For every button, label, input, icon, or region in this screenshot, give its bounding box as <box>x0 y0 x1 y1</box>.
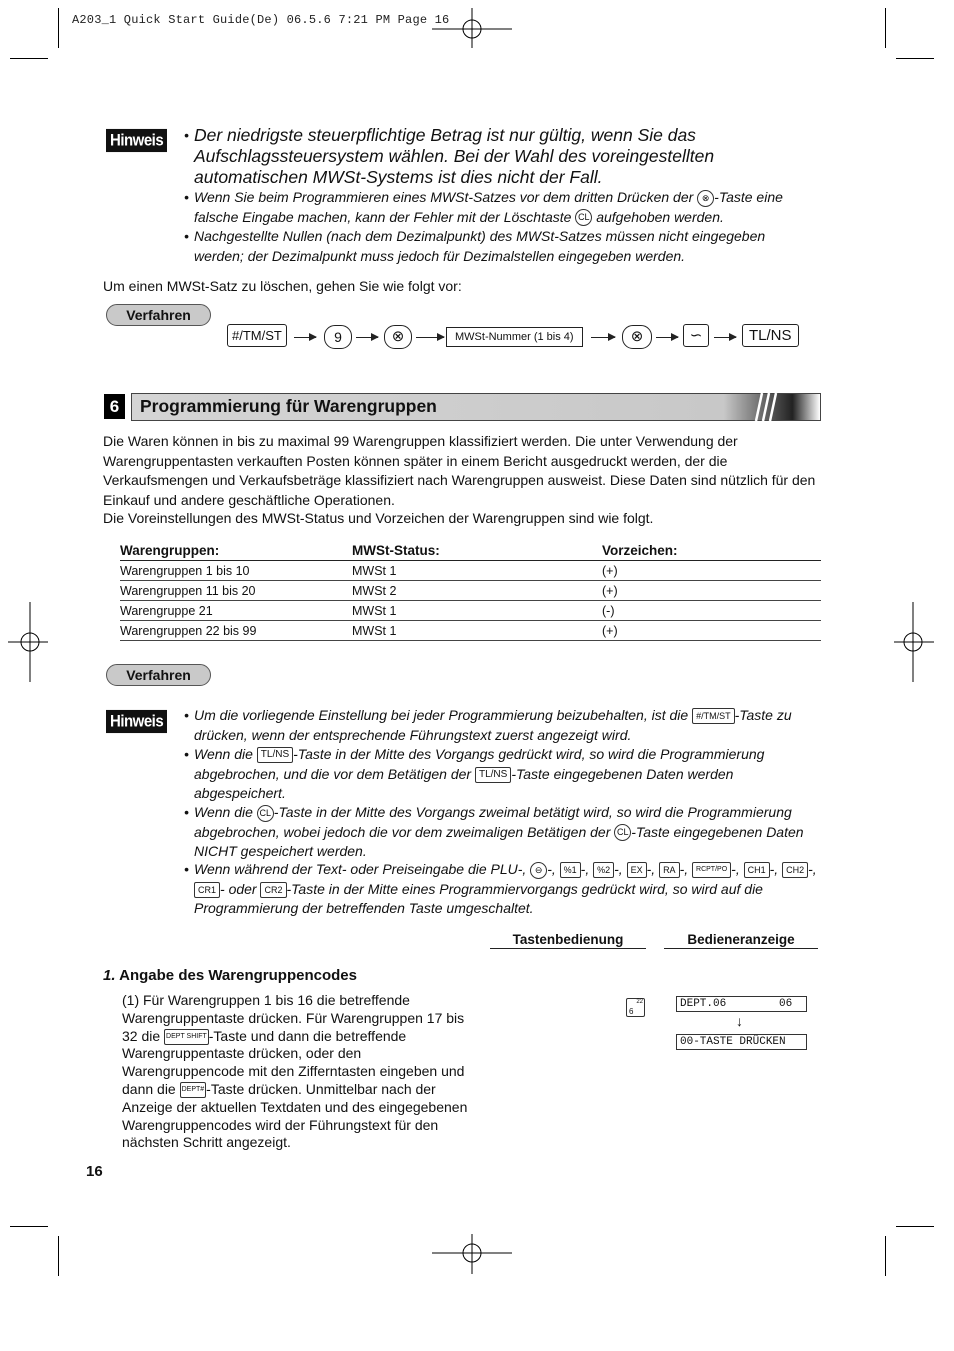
note2-bullet2: • Wenn die TL/NS -Taste in der Mitte des Vorgangs gedrückt wird, so wird die Programmierung abgebrochen, und die vor dem Betätigen der TL/NS -Taste eingegebenen Daten werden abgespeichert. <box>184 746 765 801</box>
crop-mark <box>58 1236 59 1276</box>
arrow <box>714 337 736 338</box>
times-key: ⊗ <box>622 325 652 349</box>
dept-key-sub: 22 <box>636 999 643 1005</box>
table-cell: Warengruppen 11 bis 20 <box>120 581 352 601</box>
section-intro2: Die Voreinstellungen des MWSt-Status und Vorzeichen der Warengruppen sind wie folgt. <box>103 510 654 526</box>
note2-b4-post: -Taste in der Mitte eines Programmiervorgangs gedrückt wird, so wird auf die Programmierung der betreffenden Taste umgeschaltet. <box>194 880 763 916</box>
times-key-wrap <box>384 325 412 349</box>
note1-bullet3: • Nachgestellte Nullen (nach dem Dezimalpunkt) des MWSt-Satzes müssen nicht eingegeben werden; der Dezimalpunkt muss jedoch für Dezimalstellen eingegeben werden. <box>184 227 804 266</box>
dept-key-icon: DEPT# <box>180 1082 207 1098</box>
col-header-display: Bedieneranzeige <box>664 932 818 949</box>
arrow <box>416 337 444 338</box>
procedure-label-2: Verfahren <box>106 664 211 686</box>
crop-mark <box>885 8 886 48</box>
step1-text <box>122 992 479 1152</box>
note2-b4-pre: Wenn während der Text- oder Preiseingabe die PLU-, <box>194 861 527 877</box>
step1-p3: -Taste drücken. Unmittelbar nach der Anzeige der aktuellen Textdaten und des eingegebenen Warengruppencodes wird der Führungstext für den nächsten Schritt angezeigt. <box>122 1080 468 1151</box>
crop-mark <box>58 8 59 48</box>
tmst-key-icon: #/TM/ST <box>692 708 735 724</box>
crop-mark <box>10 58 48 59</box>
cl-key-icon: CL <box>614 824 631 841</box>
table-row <box>120 601 821 621</box>
cr1-key-icon: CR1 <box>194 882 220 898</box>
cr2-key-icon: CR2 <box>260 882 286 898</box>
table-header: Warengruppen: <box>120 543 352 561</box>
dept-key-main: 6 <box>629 1007 634 1016</box>
page-number: 16 <box>86 1163 103 1180</box>
note2-b4-oder: - oder <box>220 880 257 897</box>
note1-b2-pre: Wenn Sie beim Programmieren eines MWSt-Satzes vor dem dritten Drücken der <box>194 189 694 205</box>
display-line2: 00-TASTE DRÜCKEN <box>676 1034 807 1050</box>
ra-key-icon: RA <box>659 862 680 878</box>
times-key-wrap2 <box>622 325 652 349</box>
step-title: Angabe des Warengruppencodes <box>119 967 357 984</box>
step-number: 1. <box>103 967 116 984</box>
table-cell: (+) <box>602 621 821 641</box>
procedure-label: Verfahren <box>106 304 211 326</box>
note2-b2-pre: Wenn die <box>194 746 253 762</box>
table-cell: MWSt 2 <box>352 581 602 601</box>
tlns-key-icon: TL/NS <box>475 767 511 783</box>
note2-b1-post: -Taste zu drücken, wenn der entsprechende Führungstext zuerst angezeigt wird. <box>194 707 792 743</box>
table-header: MWSt-Status: <box>352 543 602 561</box>
times-key: ⊗ <box>384 325 412 349</box>
note2-b2-mid: -Taste in der Mitte des Vorgangs gedrückt wird, so wird die Programmierung abgebrochen, und die vor dem Betätigen der <box>194 746 765 782</box>
dept-key-6 <box>626 998 645 1017</box>
note2-bullet3: • Wenn die CL -Taste in der Mitte des Vorgangs zweimal betätigt wird, so wird die Programmierung abgebrochen, wobei jedoch die vor dem zweimaligen Betätigen der CL -Taste eingegebenen Daten NICHT gespeichert werden. <box>184 804 804 859</box>
table-row <box>120 621 821 641</box>
registration-mark-left <box>8 602 48 682</box>
section-title: Programmierung für Warengruppen <box>140 396 437 416</box>
wave-key-wrap <box>683 324 709 347</box>
delete-intro: Um einen MWSt-Satz zu löschen, gehen Sie wie folgt vor: <box>103 278 462 294</box>
section-number: 6 <box>104 394 125 419</box>
registration-mark-bottom <box>432 1234 512 1274</box>
ex-key-icon: EX <box>627 862 647 878</box>
table-cell: Warengruppen 22 bis 99 <box>120 621 352 641</box>
note2-b3-pre: Wenn die <box>194 804 253 820</box>
note1-b2-mid: -Taste eine falsche Eingabe machen, kann der Fehler mit der Löschtaste <box>194 189 783 225</box>
hinweis-label-2: Hinweis <box>106 710 167 733</box>
table-header: Vorzeichen: <box>602 543 821 561</box>
arrow <box>294 337 316 338</box>
cl-key-icon: CL <box>575 209 592 226</box>
crop-mark <box>885 1236 886 1276</box>
note2-b3-mid: -Taste in der Mitte des Vorgangs zweimal betätigt wird, so wird die Programmierung abgebrochen, wobei jedoch die vor dem zweimaligen Betätigen der <box>194 804 792 840</box>
tlns-key-icon: TL/NS <box>257 747 293 763</box>
registration-mark-right <box>894 602 934 682</box>
table-row <box>120 561 821 581</box>
nine-key-wrap <box>324 325 352 349</box>
display-line1: DEPT.06 06 <box>676 996 807 1012</box>
note2-b3-post: -Taste eingegebenen Daten NICHT gespeichert werden. <box>194 823 804 859</box>
rcpt-po-key-icon: RCPT/PO <box>692 862 731 878</box>
key-tmst <box>227 324 287 347</box>
tlns-key: TL/NS <box>742 324 799 347</box>
note1-main: • Der niedrigste steuerpflichtige Betrag ist nur gültig, wenn Sie das Aufschlagssteuersystem wählen. Bei der Wahl des voreingestellten automatischen MWSt-Systems ist dies nicht der Fall. <box>184 125 784 188</box>
subtotal-key: ∽ <box>683 324 709 347</box>
table-cell: (+) <box>602 581 821 601</box>
tlns-key-wrap <box>742 324 799 347</box>
mwst-number-box: MWSt-Nummer (1 bis 4) <box>446 327 583 347</box>
note2-b2-post: -Taste eingegebenen Daten werden abgespeichert. <box>194 765 734 801</box>
crop-mark <box>10 1226 48 1227</box>
dept-defaults-table <box>120 543 821 641</box>
ch2-key-icon: CH2 <box>782 862 808 878</box>
note2-b1-pre: Um die vorliegende Einstellung bei jeder Programmierung beizubehalten, ist die <box>194 707 689 723</box>
note1-main-text: Der niedrigste steuerpflichtige Betrag ist nur gültig, wenn Sie das Aufschlagssteuersystem wählen. Bei der Wahl des voreingestellten automatischen MWSt-Systems ist dies nicht der Fall. <box>194 125 715 187</box>
cl-key-icon: CL <box>257 805 274 822</box>
table-cell: MWSt 1 <box>352 561 602 581</box>
note1-bullet2: • Wenn Sie beim Programmieren eines MWSt-Satzes vor dem dritten Drücken der ⊗ -Taste eine falsche Eingabe machen, kann der Fehler mit der Löschtaste CL aufgehoben werden. <box>184 189 783 225</box>
section-intro: Die Waren können in bis zu maximal 99 Warengruppen klassifiziert werden. Die unter Verwendung der Warengruppentasten verkauften Posten können später in einem Bericht ausgedruckt werden, der die Verkaufsmengen und Verkaufsbeträge klassifiziert nach Warengruppen ausweist. Diese Daten sind nützlich für den Einkauf und andere geschäftliche Operationen. <box>103 433 816 508</box>
down-arrow-icon: ↓ <box>736 1013 743 1029</box>
print-header: A203_1 Quick Start Guide(De) 06.5.6 7:21 PM Page 16 <box>72 13 450 27</box>
multiply-key-icon: ⊗ <box>697 190 714 207</box>
table-cell: MWSt 1 <box>352 621 602 641</box>
table-cell: Warengruppe 21 <box>120 601 352 621</box>
table-row <box>120 581 821 601</box>
note2-bullet1: • Um die vorliegende Einstellung bei jeder Programmierung beizubehalten, ist die #/TM/ST -Taste zu drücken, wenn der entsprechende Führungstext zuerst angezeigt wird. <box>184 707 792 743</box>
dept-shift-key-icon: DEPT SHIFT <box>164 1029 209 1045</box>
note1-b2-post: aufgehoben werden. <box>596 208 724 225</box>
crop-mark <box>896 58 934 59</box>
percent1-key-icon: %1 <box>560 862 581 878</box>
nine-key: 9 <box>324 325 352 349</box>
ch1-key-icon: CH1 <box>744 862 770 878</box>
step1-p1: (1) Für Warengruppen 1 bis 16 die betreffende Warengruppentaste drücken. Für Warengruppen 17 bis 32 die <box>122 992 465 1044</box>
table-cell: (-) <box>602 601 821 621</box>
section-stripes-icon <box>752 393 782 421</box>
col-header-keys: Tastenbedienung <box>490 932 646 949</box>
table-cell: MWSt 1 <box>352 601 602 621</box>
step1-heading <box>103 967 357 984</box>
minus-key-icon: ⊖ <box>530 862 547 879</box>
arrow <box>656 337 678 338</box>
hinweis-label: Hinweis <box>106 129 167 152</box>
arrow <box>356 337 378 338</box>
note2-bullet4: • Wenn während der Text- oder Preiseingabe die PLU-, ⊖ -, %1 -, %2 -, EX -, RA -, RCPT/PO -, CH1 -, CH2 -, CR1 - oder CR2 -Taste in der Mitte eines Programmiervorgangs gedrückt wird, so wird auf die Programmierung der betreffenden Taste umgeschaltet. <box>184 861 817 916</box>
tmst-key: #/TM/ST <box>227 324 287 347</box>
percent2-key-icon: %2 <box>593 862 614 878</box>
arrow <box>591 337 615 338</box>
table-cell: (+) <box>602 561 821 581</box>
note1-b3-text: Nachgestellte Nullen (nach dem Dezimalpunkt) des MWSt-Satzes müssen nicht eingegeben werden; der Dezimalpunkt muss jedoch für Dezimalstellen eingegeben werden. <box>194 228 766 264</box>
step1-p2: -Taste und dann die betreffende Warengruppentaste drücken, oder den Warengruppencode mit den Zifferntasten eingeben und dann die <box>122 1027 465 1097</box>
crop-mark <box>896 1226 934 1227</box>
table-cell: Warengruppen 1 bis 10 <box>120 561 352 581</box>
